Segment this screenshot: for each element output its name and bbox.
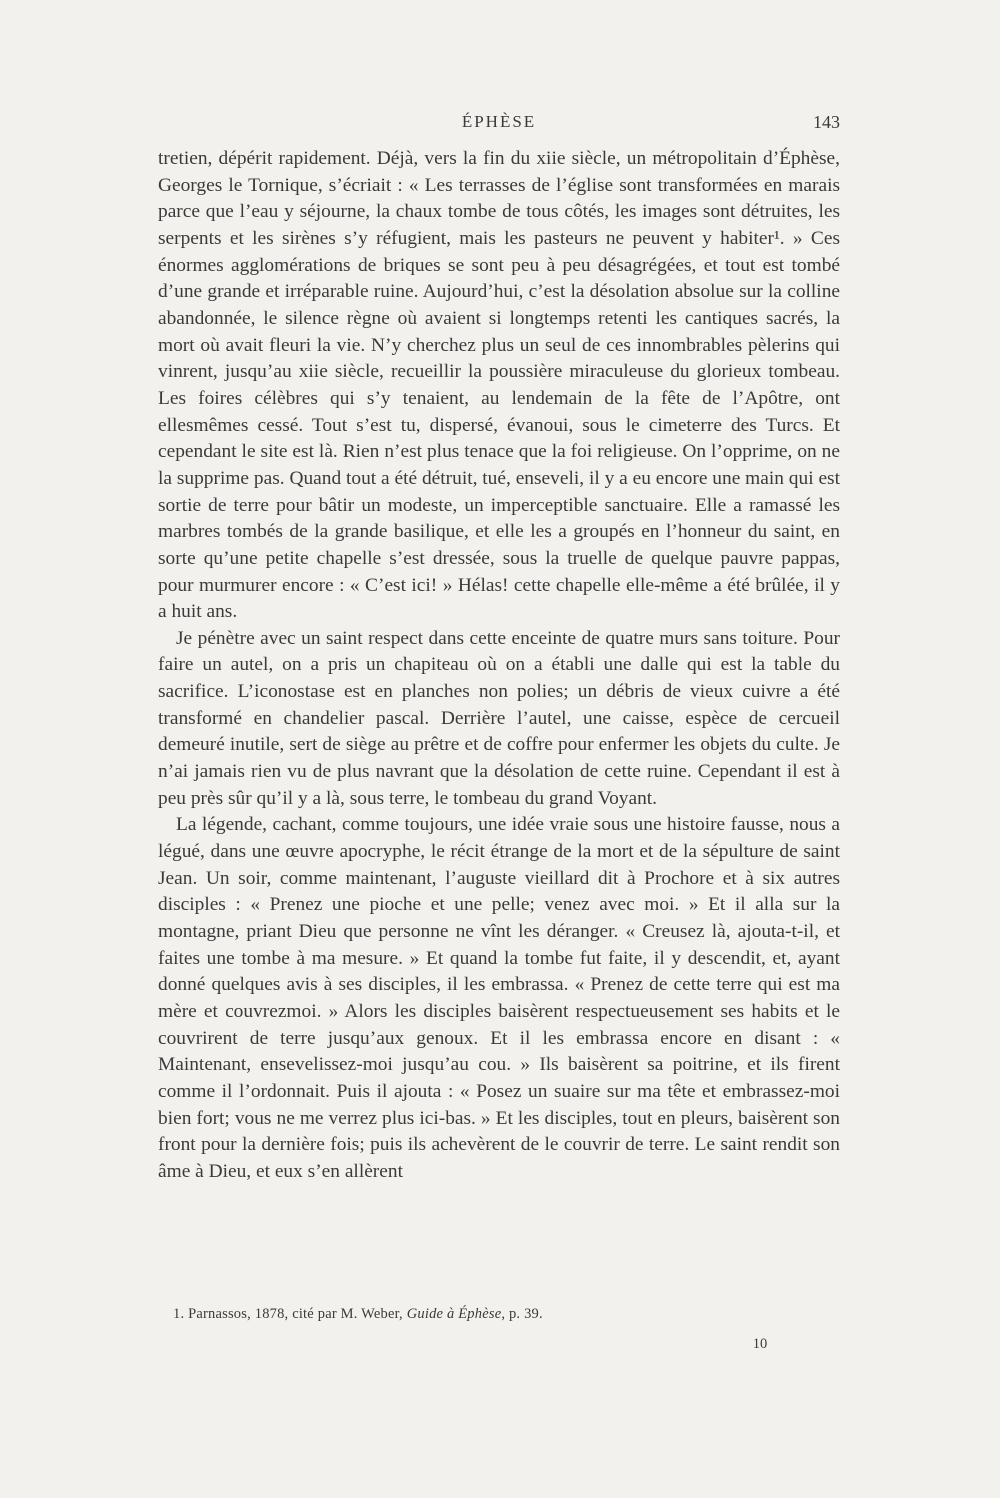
running-head xyxy=(158,112,840,136)
chapter-title: ÉPHÈSE xyxy=(461,112,537,131)
paragraph-2: Je pénètre avec un saint respect dans cette enceinte de quatre murs sans toiture. Pour faire un autel, on a pris un chapiteau où on a établi une dalle qui est la table du sacrifice. L’iconostase est en planches non polies; un débris de vieux cuivre a été transformé en chandelier pascal. Derrière l’autel, une caisse, espèce de cercueil demeuré inutile, sert de siège au prêtre et de coffre pour enfermer les objets du culte. Je n’ai jamais rien vu de plus navrant que la désolation de cette ruine. Cependant il est à peu près sûr qu’il y a là, sous terre, le tombeau du grand Voyant. xyxy=(158,627,840,809)
footnote-text: 1. Parnassos, 1878, cité par M. Weber, xyxy=(173,1306,403,1322)
paragraph-3: La légende, cachant, comme toujours, une idée vraie sous une histoire fausse, nous a légué, dans une œuvre apocryphe, le récit étrange de la mort et de la sépulture de saint Jean. Un soir, comme maintenant, l’auguste vieillard dit à Prochore et à six autres disciples : « Prenez une pioche et une pelle; venez avec moi. » Et il alla sur la montagne, priant Dieu que personne ne vînt les déranger. « Creusez là, ajouta-t-il, et faites une tombe à ma mesure. » Et quand la tombe fut faite, il y descendit, et, ayant donné quelques avis à ses disciples, il les embrassa. « Prenez de cette terre qui est ma mère et couvrezmoi. » Alors les disciples baisèrent respectueusement ses habits et le couvrirent de terre jusqu’aux genoux. Et il les embrassa encore en disant : « Maintenant, ensevelissez-moi jusqu’au cou. » Ils baisèrent sa poitrine, et ils firent comme il l’ordonnait. Puis il ajouta : « Posez un suaire sur ma tête et embrassez-moi bien fort; vous ne me verrez plus ici-bas. » Et les disciples, tout en pleurs, baisèrent son front pour la dernière fois; puis ils achevèrent de le couvrir de terre. Le saint rendit son âme à Dieu, et eux s’en allèrent xyxy=(158,814,840,1182)
page-number: 143 xyxy=(813,112,840,132)
signature-mark: 10 xyxy=(752,1336,768,1352)
footnote-title: Guide à Éphèse xyxy=(406,1306,502,1322)
footnote xyxy=(173,1306,543,1323)
body-text xyxy=(158,146,840,1186)
footnote-page: , p. 39. xyxy=(501,1306,543,1322)
paragraph-1: tretien, dépérit rapidement. Déjà, vers la fin du xiie siècle, un métropolitain d’Éphèse, Georges le Tornique, s’écriait : « Les terrasses de l’église sont transformées en marais parce que l’eau y séjourne, la chaux tombe de tous côtés, les images sont détruites, les serpents et les sirènes s’y réfugient, mais les pasteurs ne peuvent y habiter¹. » Ces énormes agglomérations de briques se sont peu à peu désagrégées, et tout est tombé d’une grande et irréparable ruine. Aujourd’hui, c’est la désolation absolue sur la colline abandonnée, le silence règne où avaient si longtemps retenti les cantiques sacrés, la mort où avait fleuri la vie. N’y cherchez plus un seul de ces innombrables pèlerins qui vinrent, jusqu’au xiie siècle, recueillir la poussière miraculeuse du glorieux tombeau. Les foires célèbres qui s’y tenaient, au lendemain de la fête de l’Apôtre, ont ellesmêmes cessé. Tout s’est tu, dispersé, évanoui, sous le cimeterre des Turcs. Et cependant le site est là. Rien n’est plus tenace que la foi religieuse. On l’opprime, on ne la supprime pas. Quand tout a été détruit, tué, enseveli, il y a eu encore une main qui est sortie de terre pour bâtir un modeste, un imperceptible sanctuaire. Elle a ramassé les marbres tombés de la grande basilique, et elle les a groupés en l’honneur du saint, en sorte qu’une petite chapelle s’est dressée, sous la truelle de quelque pauvre pappas, pour murmurer encore : « C’est ici! » Hélas! cette chapelle elle-même a été brûlée, il y a huit ans. xyxy=(158,148,840,623)
